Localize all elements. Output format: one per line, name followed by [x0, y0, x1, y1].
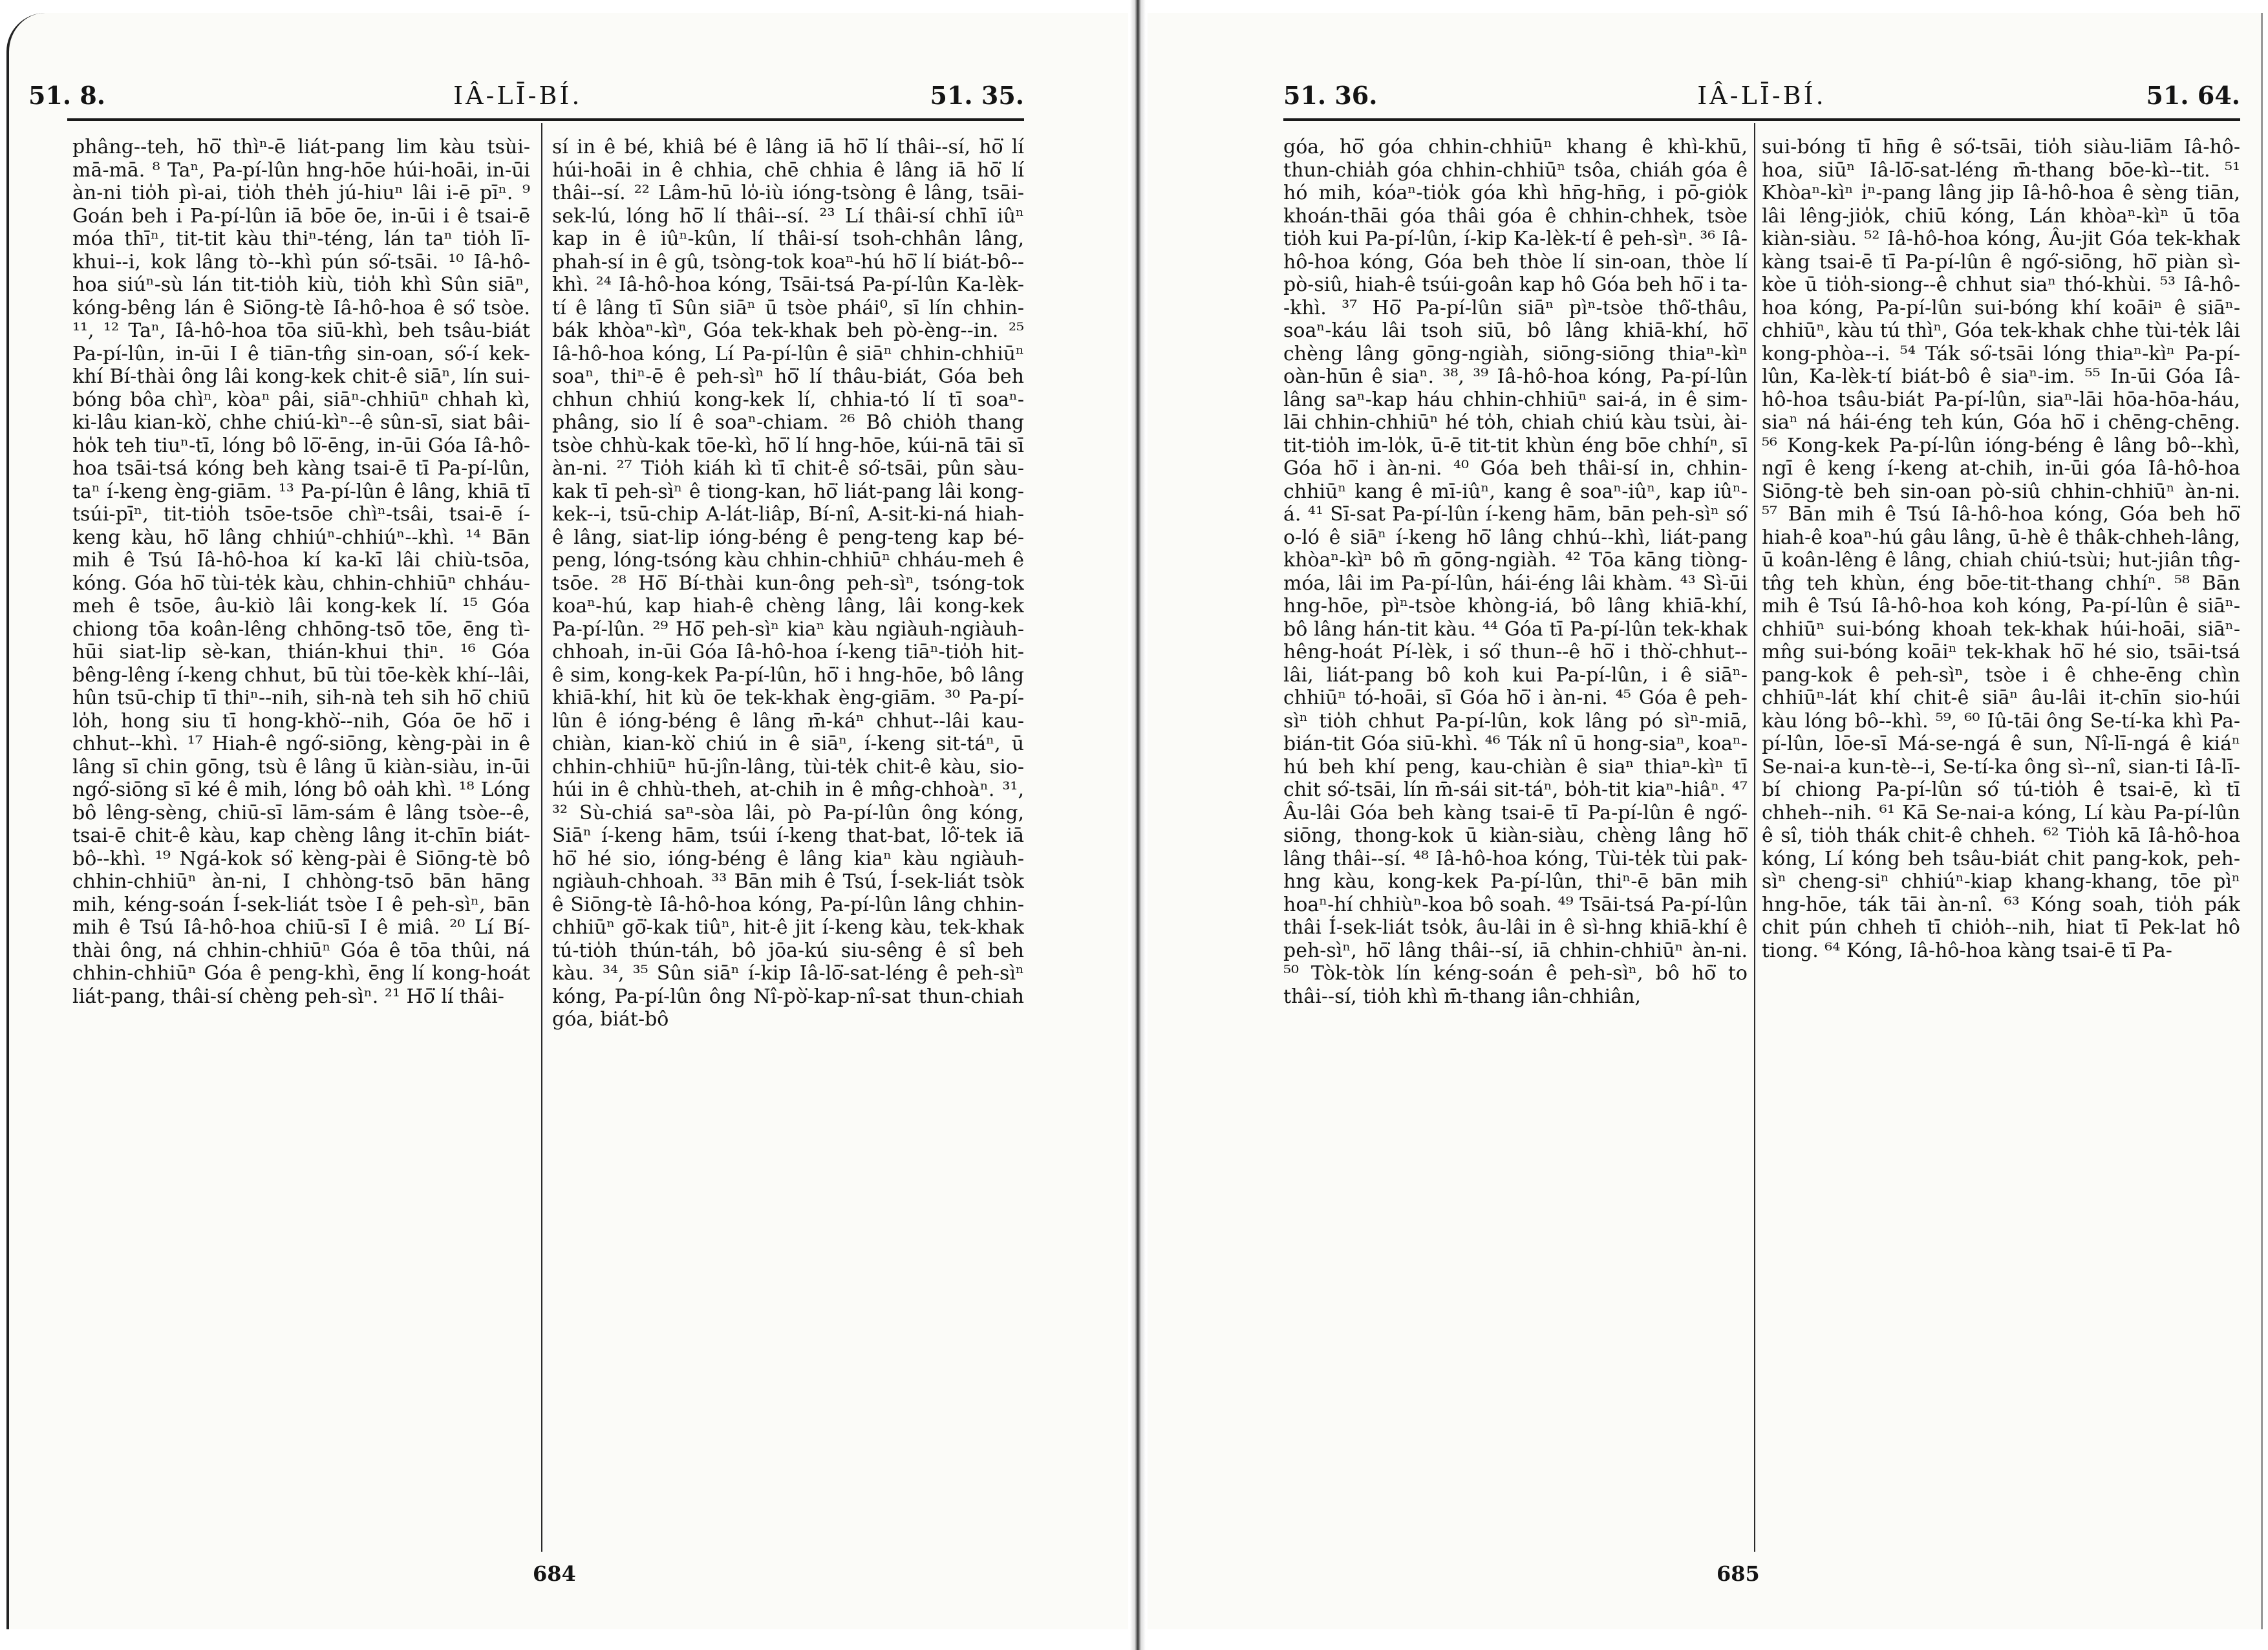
right-header-rule [1283, 118, 2240, 121]
left-page-header [28, 81, 1024, 120]
right-header-verse-end: 51. 64. [2146, 81, 2240, 110]
left-column-2-text: sí in ê bé, khiâ bé ê lâng iā hō͘ lí thâi--sí, hō͘ lí húi-hoāi in ê chhia, chē chhia ê lâng iā hō͘ lí thâi--sí. ²² Lâm-hū lo̍-iù ióng-tsòng ê lâng, tsāi-sek-lú, lóng hō͘ lí thâi--sí. ²³ Lí thâi-sí chhī iûⁿ kap in ê iûⁿ-kûn, lí thâi-sí tsoh-chhân lâng, phah-sí in ê gû, tsòng-tok koaⁿ-hú hō͘ lí biát-bô--khì. ²⁴ Iâ-hô-hoa kóng, Tsāi-tsá Pa-pí-lûn Ka-lèk-tí ê lâng tī Sûn siāⁿ ū tsòe phái⁰, sī lín chhin-bák khòaⁿ-kìⁿ, Góa tek-khak beh pò-èng--in. ²⁵ Iâ-hô-hoa kóng, Lí Pa-pí-lûn ê siāⁿ chhin-chhiūⁿ soaⁿ, thiⁿ-ē ê peh-sìⁿ hō͘ lí thâu-biát, Góa beh chhun chhiú kong-kek lí, chhia-tó lí tī soaⁿ-phâng, sio lí ê soaⁿ-chiam. ²⁶ Bô chio̍h thang tsòe chhù-kak tōe-kì, hō͘ lí hng-hōe, kúi-nā tāi sī àn-ni. ²⁷ Tio̍h kiáh kì tī chit-ê só͘-tsāi, pûn sàu-kak tī peh-sìⁿ ê tiong-kan, hō͘ liát-pang lâi kong-kek--i, tsū-chip A-lát-liâp, Bí-nî, A-sit-ki-ná hiah-ê lâng, siat-lip ióng-béng ê peng-teng kap bé-peng, lóng-tsóng kàu chhin-chhiūⁿ chháu-meh ê tsōe. ²⁸ Hō͘ Bí-thài kun-ông peh-sìⁿ, tsóng-tok koaⁿ-hú, kap hiah-ê chèng lâng, lâi kong-kek Pa-pí-lûn. ²⁹ Hō͘ peh-sìⁿ kiaⁿ kàu ngiàuh-ngiàuh-chhoah, in-ūi Góa Iâ-hô-hoa í-keng tiāⁿ-tio̍h hit-ê sim, kong-kek Pa-pí-lûn, hō͘ i hng-hōe, bô lâng khiā-khí, hit kù ōe tek-khak èng-giām. ³⁰ Pa-pí-lûn ê ióng-béng ê lâng m̄-káⁿ chhut--lâi kau-chiàn, kian-kò͘ chiú in ê siāⁿ, í-keng sit-táⁿ, ū chhin-chhiūⁿ hū-jîn-lâng, tùi-te̍k chit-ê kàu, sio-húi in ê chhù-theh, at-chih in ê mn̂g-chhoàⁿ. ³¹, ³² Sù-chiá saⁿ-sòa lâi, pò Pa-pí-lûn ông kóng, Siāⁿ í-keng hām, tsúi í-keng that-bat, lô͘-tek iā hō͘ hé sio, ióng-béng ê lâng kiaⁿ kàu ngiàuh-ngiàuh-chhoah. ³³ Bān mih ê Tsú, Í-sek-liát tsòk ê Siōng-tè Iâ-hô-hoa kóng, Pa-pí-lûn lâng chhin-chhiūⁿ gō͘-kak tiûⁿ, hit-ê jit í-keng kàu, tek-khak tú-tio̍h thún-táh, bô jōa-kú siu-sêng ê sî beh kàu. ³⁴, ³⁵ Sûn siāⁿ í-kip Iâ-lō͘-sat-léng ê peh-sìⁿ kóng, Pa-pí-lûn ông Nî-pò͘-kap-nî-sat thun-chiah góa, biát-bô [552, 136, 1024, 1031]
book-gutter [1130, 0, 1146, 1650]
right-column-2-text: sui-bóng tī hn̄g ê só͘-tsāi, tio̍h siàu-liām Iâ-hô-hoa, siūⁿ Iâ-lō͘-sat-léng m̄-thang bōe-kì--tit. ⁵¹ Khòaⁿ-kìⁿ i̍ⁿ-pang lâng jip Iâ-hô-hoa ê sèng tiān, lâi lêng-jio̍k, chiū kóng, Lán khòaⁿ-kìⁿ ū tōa kiàn-siàu. ⁵² Iâ-hô-hoa kóng, Âu-jit Góa tek-khak kàng tsai-ē tī Pa-pí-lûn ê ngó͘-siōng, hō͘ piàn sì-kòe ū tio̍h-siong--ê chhut siaⁿ thó-khùi. ⁵³ Iâ-hô-hoa kóng, Pa-pí-lûn sui-bóng khí koāiⁿ ê siāⁿ-chhiūⁿ, kàu tú thìⁿ, Góa tek-khak chhe tùi-te̍k lâi kong-phòa--i. ⁵⁴ Ták só͘-tsāi lóng thiaⁿ-kìⁿ Pa-pí-lûn, Ka-lèk-tí biát-bô ê siaⁿ-im. ⁵⁵ In-ūi Góa Iâ-hô-hoa tsâu-biát Pa-pí-lûn, siaⁿ-lāi hōa-hōa-háu, siaⁿ ná hái-éng teh kún, Góa hō͘ i chēng-chēng. ⁵⁶ Kong-kek Pa-pí-lûn ióng-béng ê lâng bô--khì, ngī ê keng í-keng at-chih, in-ūi góa Iâ-hô-hoa Siōng-tè beh sin-oan pò-siû chhin-chhiūⁿ àn-ni. ⁵⁷ Bān mih ê Tsú Iâ-hô-hoa kóng, Góa beh hō͘ hiah-ê koaⁿ-hú gâu lâng, ū-hè ê thâk-chheh-lâng, ū koân-lêng ê lâng, chiah chiú-tsùi; hut-jiân tn̂g-tn̂g teh khùn, éng bōe-tit-thang chhíⁿ. ⁵⁸ Bān mih ê Tsú Iâ-hô-hoa koh kóng, Pa-pí-lûn ê siāⁿ-chhiūⁿ sui-bóng khoah tek-khak húi-hoāi, siāⁿ-mn̂g sui-bóng koāiⁿ tek-khak hō͘ hé sio, tsāi-tsá pang-kok ê peh-sìⁿ, tsòe i ê chhe-ēng chìn chhiūⁿ-lát khí chit-ê siāⁿ âu-lâi it-chīn sio-húi kàu lóng bô--khì. ⁵⁹, ⁶⁰ Iû-tāi ông Se-tí-ka khì Pa-pí-lûn, lōe-sī Má-se-ngá ê sun, Nî-lī-ngá ê kiáⁿ Se-nai-a kun-tè--i, Se-tí-ka ông sì--nî, sian-ti Iâ-lī-bí chiong Pa-pí-lûn só͘ tú-tio̍h ê tsai-ē, kì tī chheh--nih. ⁶¹ Kā Se-nai-a kóng, Lí kàu Pa-pí-lûn ê sî, tio̍h thák chit-ê chheh. ⁶² Tio̍h kā Iâ-hô-hoa kóng, Lí kóng beh tsâu-biát chit pang-kok, peh-sìⁿ cheng-siⁿ chhiúⁿ-kiap khang-khang, tōe pìⁿ hng-hōe, ták tāi àn-nî. ⁶³ Kóng soah, tio̍h pák chit pún chheh tī chio̍h--nih, hiat tī Pek-lat hô tiong. ⁶⁴ Kóng, Iâ-hô-hoa kàng tsai-ē tī Pa- [1762, 136, 2240, 962]
right-page-header [1283, 81, 2240, 120]
left-column-divider [541, 123, 542, 1552]
right-column-1-text: góa, hō͘ góa chhin-chhiūⁿ khang ê khì-khū, thun-chia̍h góa chhin-chhiūⁿ tsôa, chiáh góa ê hó mih, kóaⁿ-tio̍k góa khì hn̄g-hn̄g, i pō-gio̍k khoán-thāi góa thâi góa ê chhin-chhek, tsòe tio̍h kui Pa-pí-lûn, í-kip Ka-lèk-tí ê peh-sìⁿ. ³⁶ Iâ-hô-hoa kóng, Góa beh thòe lí sin-oan, thòe lí pò-siû, hiah-ê tsúi-goân kap hô Góa beh hō͘ i ta--khì. ³⁷ Hō͘ Pa-pí-lûn siāⁿ pìⁿ-tsòe thô͘-thâu, soaⁿ-káu lâi tsoh siū, bô lâng khiā-khí, hō͘ chèng lâng gōng-ngiàh, siōng-siōng thiaⁿ-kìⁿ oàn-hūn ê siaⁿ. ³⁸, ³⁹ Iâ-hô-hoa kóng, Pa-pí-lûn lâng saⁿ-kap háu chhin-chhiūⁿ sai-á, in ê sim-lāi chhin-chhiūⁿ hé to̍h, chiah chiú kàu tsùi, ài-tit-tio̍h im-lo̍k, ū-ē tit-tit khùn éng bōe chhíⁿ, sī Góa hō͘ i àn-ni. ⁴⁰ Góa beh thâi-sí in, chhin-chhiūⁿ kang ê mī-iûⁿ, kang ê soaⁿ-iûⁿ, kap iûⁿ-á. ⁴¹ Sī-sat Pa-pí-lûn í-keng hām, bān peh-sìⁿ só͘ o-ló ê siāⁿ í-keng hō͘ lâng chhú--khì, liát-pang khòaⁿ-kìⁿ bô m̄ gōng-ngiàh. ⁴² Tōa kāng tiòng-móa, lâi im Pa-pí-lûn, hái-éng lâi khàm. ⁴³ Sì-ūi hng-hōe, pìⁿ-tsòe khòng-iá, bô lâng khiā-khí, bô lâng hán-tit kàu. ⁴⁴ Góa tī Pa-pí-lûn tek-khak hêng-hoát Pí-lèk, i só͘ thun--ê hō͘ i thò͘-chhut--lâi, liát-pang bô koh kui Pa-pí-lûn, i ê siāⁿ-chhiūⁿ tó-hoāi, sī Góa hō͘ i àn-ni. ⁴⁵ Góa ê peh-sìⁿ tio̍h chhut Pa-pí-lûn, kok lâng pó sìⁿ-miā, bián-tit Góa siū-khì. ⁴⁶ Ták nî ū hong-siaⁿ, koaⁿ-hú beh khí peng, kau-chiàn ê siaⁿ thiaⁿ-kìⁿ tī chit só͘-tsāi, lín m̄-sái sit-táⁿ, bo̍h-tit kiaⁿ-hiâⁿ. ⁴⁷ Âu-lâi Góa beh kàng tsai-ē tī Pa-pí-lûn ê ngó͘-siōng, thong-kok ū kiàn-siàu, chèng lâng hō͘ lâng thâi--sí. ⁴⁸ Iâ-hô-hoa kóng, Tùi-te̍k tùi pak-hng kàu, kong-kek Pa-pí-lûn, thiⁿ-ē bān mih hoaⁿ-hí chhiùⁿ-koa bô soah. ⁴⁹ Tsāi-tsá Pa-pí-lûn thâi Í-sek-liát tso̍k, âu-lâi in ê sì-hng khiā-khí ê peh-sìⁿ, hō͘ lâng thâi--sí, iā chhin-chhiūⁿ àn-ni. ⁵⁰ Tòk-tòk lín kéng-soán ê peh-sìⁿ, bô hō͘ to thâi--sí, tio̍h khì m̄-thang iân-chhiân, [1283, 136, 1748, 1008]
left-header-verse-start: 51. 8. [28, 81, 106, 110]
left-page-column-1 [72, 136, 530, 1552]
right-header-verse-start: 51. 36. [1283, 81, 1378, 110]
right-page-number: 685 [1717, 1561, 1760, 1586]
right-page-column-1 [1283, 136, 1748, 1552]
left-page-number: 684 [533, 1561, 576, 1586]
left-page-column-2 [552, 136, 1024, 1552]
left-column-1-text: phâng--teh, hō͘ thìⁿ-ē liát-pang lim kàu tsùi-mā-mā. ⁸ Taⁿ, Pa-pí-lûn hng-hōe húi-hoāi, in-ūi àn-ni tio̍h pì-ai, tio̍h the̍h jú-hiuⁿ lâi i-ē pīⁿ. ⁹ Goán beh i Pa-pí-lûn iā bōe ōe, in-ūi i ê tsai-ē móa thīⁿ, tit-tit kàu thiⁿ-téng, lán taⁿ tio̍h lī-khui--i, kok lâng tò--khì pún só͘-tsāi. ¹⁰ Iâ-hô-hoa siúⁿ-sù lán tit-tio̍h kiù, tio̍h khì Sûn siāⁿ, kóng-bêng lán ê Siōng-tè Iâ-hô-hoa ê só͘ tsòe. ¹¹, ¹² Taⁿ, Iâ-hô-hoa tōa siū-khì, beh tsâu-biát Pa-pí-lûn, in-ūi I ê tiān-tn̂g sin-oan, só͘-í kek-khí Bí-thài ông lâi kong-kek chit-ê siāⁿ, lín sui-bóng bôa chìⁿ, kòaⁿ pâi, siāⁿ-chhiūⁿ chhah kì, ki-lâu kian-kò͘, chhe chiú-kìⁿ--ê sûn-sī, siat bâi-ho̍k teh tiuⁿ-tī, lóng bô lō͘-ēng, in-ūi Góa Iâ-hô-hoa tsāi-tsá kóng beh kàng tsai-ē tī Pa-pí-lûn, taⁿ í-keng èng-giām. ¹³ Pa-pí-lûn ê lâng, khiā tī tsúi-pīⁿ, tit-tio̍h tsōe-tsōe chìⁿ-tsâi, tsai-ē í-keng kàu, hō͘ lâng chhiúⁿ-chhiúⁿ--khì. ¹⁴ Bān mih ê Tsú Iâ-hô-hoa kí ka-kī lâi chiù-tsōa, kóng. Góa hō͘ tùi-te̍k kàu, chhin-chhiūⁿ chháu-meh ê tsōe, âu-kiò lâi kong-kek lí. ¹⁵ Góa chiong tōa koân-lêng chhōng-tsō tōe, ēng tì-hūi siat-lip sè-kan, thián-khui thiⁿ. ¹⁶ Góa bêng-lêng í-keng chhut, bū tùi tōe-kèk khí--lâi, hûn tsū-chip tī thiⁿ--nih, sih-nà teh sih hō͘ chiū lo̍h, hong siu tī hong-khò͘--nih, Góa ōe hō͘ i chhut--khì. ¹⁷ Hiah-ê ngó͘-siōng, kèng-pài in ê lâng sī chin gōng, tsù ê lâng ū kiàn-siàu, in-ūi ngó͘-siōng sī ké ê mih, lóng bô oa̍h khì. ¹⁸ Lóng bô lêng-sèng, chiū-sī lām-sám ê lâng tsòe--ê, tsai-ē chit-ê kàu, kap chèng lâng it-chīn biát-bô--khì. ¹⁹ Ngá-kok só͘ kèng-pài ê Siōng-tè bô chhin-chhiūⁿ àn-ni, I chhòng-tsō bān hāng mih, kéng-soán Í-sek-liát tsòe I ê peh-sìⁿ, bān mih ê Tsú Iâ-hô-hoa chiū-sī I ê miâ. ²⁰ Lí Bí-thài ông, ná chhin-chhiūⁿ Góa ê tōa thûi, ná chhin-chhiūⁿ Góa ê peng-khì, ēng lí kong-hoát liát-pang, thâi-sí chèng peh-sìⁿ. ²¹ Hō͘ lí thâi- [72, 136, 530, 1008]
left-header-rule [67, 118, 1024, 121]
right-page [1148, 13, 2263, 1629]
left-header-verse-end: 51. 35. [930, 81, 1024, 110]
right-page-column-2 [1762, 136, 2240, 1552]
left-page [6, 13, 1128, 1629]
right-column-divider [1754, 123, 1755, 1552]
left-header-book-title: IÂ-LĪ-BÍ. [453, 81, 583, 110]
right-header-book-title: IÂ-LĪ-BÍ. [1697, 81, 1826, 110]
